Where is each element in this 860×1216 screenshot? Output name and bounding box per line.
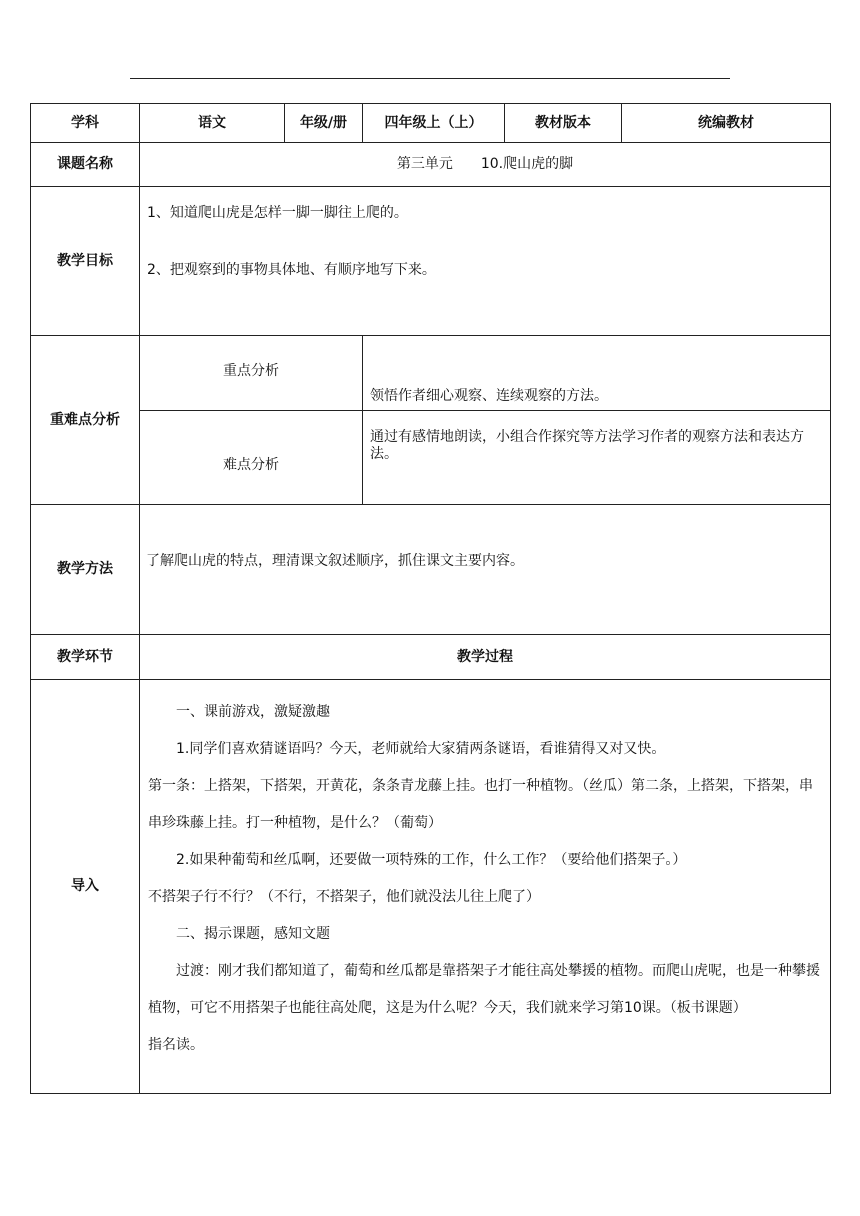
lesson-title-label: 课题名称 [31,143,140,187]
intro-paragraph: 一、课前游戏，激疑激趣 [176,704,330,720]
lesson-title-cell [140,143,831,187]
header-row [31,104,831,143]
subject-value: 语文 [140,104,285,143]
intro-paragraph: 第一条：上搭架，下搭架，开黄花，条条青龙藤上挂。也打一种植物。（丝瓜）第二条，上搭架，下搭架，串串珍珠藤上挂。打一种植物，是什么？（葡萄） [148,778,813,831]
difficulty-analysis-label: 难点分析 [140,411,363,505]
method-label: 教学方法 [31,505,140,635]
process-label: 教学过程 [140,635,831,680]
difficulty-analysis-text: 通过有感情地朗读，小组合作探究等方法学习作者的观察方法和表达方法。 [363,411,831,505]
objectives-row [31,187,831,336]
objective-item: 1、知道爬山虎是怎样一脚一脚往上爬的。 [147,205,408,221]
header-rule [130,78,730,79]
lesson-title-row [31,143,831,187]
edition-value: 统编教材 [622,104,831,143]
intro-paragraph: 过渡：刚才我们都知道了，葡萄和丝瓜都是靠搭架子才能往高处攀援的植物。而爬山虎呢，也是一种攀援植物，可它不用搭架子也能往高处爬，这是为什么呢？今天，我们就来学习第10课。（板书课题） [148,963,820,1016]
key-analysis-label-text: 重点分析 [223,362,279,379]
process-header-row [31,635,831,680]
method-row [31,505,831,635]
objectives-label: 教学目标 [31,187,140,336]
objectives-content [140,187,831,336]
method-text: 了解爬山虎的特点，理清课文叙述顺序，抓住课文主要内容。 [140,505,831,635]
grade-value: 四年级上（上） [363,104,505,143]
lesson-unit: 第三单元 [396,156,453,173]
edition-label: 教材版本 [505,104,622,143]
intro-content [140,680,831,1094]
intro-paragraph: 二、揭示课题，感知文题 [176,926,330,942]
objective-item: 2、把观察到的事物具体地、有顺序地写下来。 [147,261,436,278]
key-analysis-label [140,336,363,411]
lesson-title: 10.爬山虎的脚 [480,156,574,173]
lesson-plan-table [30,103,831,1094]
key-analysis-row [31,336,831,411]
intro-paragraph: 不搭架子行不行？（不行，不搭架子，他们就没法儿往上爬了） [148,889,540,905]
key-analysis-text: 领悟作者细心观察、连续观察的方法。 [363,336,831,411]
intro-label: 导入 [31,680,140,1094]
subject-label: 学科 [31,104,140,143]
intro-row [31,680,831,1094]
analysis-label: 重难点分析 [31,336,140,505]
intro-paragraph: 1.同学们喜欢猜谜语吗？今天，老师就给大家猜两条谜语，看谁猜得又对又快。 [176,741,666,757]
intro-paragraph: 2.如果种葡萄和丝瓜啊，还要做一项特殊的工作，什么工作？（要给他们搭架子。） [176,852,687,868]
grade-label: 年级/册 [285,104,363,143]
stage-label: 教学环节 [31,635,140,680]
difficulty-analysis-row [31,411,831,505]
intro-paragraph: 指名读。 [148,1037,204,1053]
